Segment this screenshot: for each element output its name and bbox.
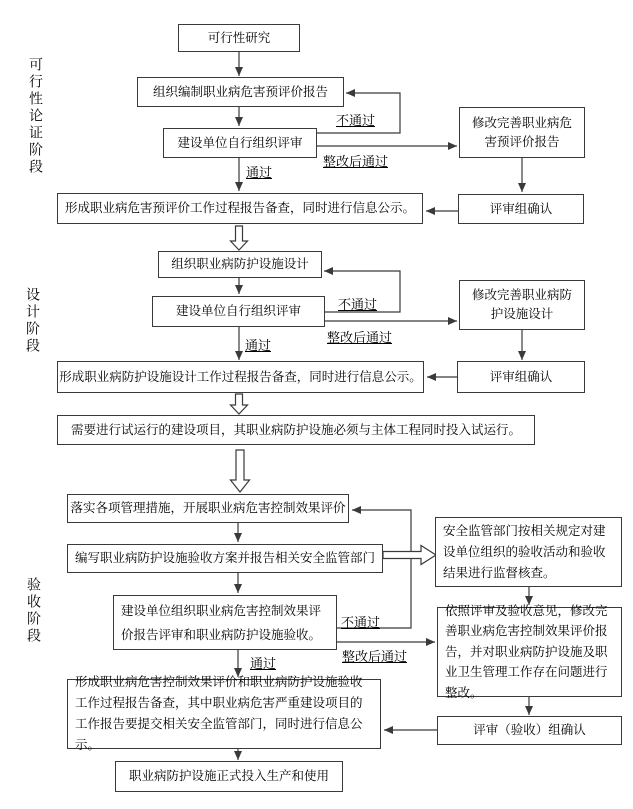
node-organize-acceptance: 建设单位组织职业病危害控制效果评价报告评审和职业病防护设施验收。 — [113, 595, 337, 650]
node-acceptance-group-confirm: 评审（验收）组确认 — [437, 716, 622, 745]
stage-label-acceptance: 验收阶段 — [26, 577, 42, 645]
edge-label-pass-3: 通过 — [250, 656, 277, 671]
node-self-review-1: 建设单位自行组织评审 — [163, 128, 317, 158]
stage-label-design: 设计阶段 — [25, 287, 41, 355]
node-feasibility-study: 可行性研究 — [178, 24, 300, 52]
hollow-arrow-stage1-to-stage2 — [231, 226, 248, 250]
edge-label-fail-2: 不通过 — [338, 297, 378, 312]
node-prepare-pre-eval-report: 组织编制职业病危害预评价报告 — [137, 77, 344, 107]
node-revise-design: 修改完善职业病防护设施设计 — [459, 280, 585, 330]
edge-label-pass-after-fix-3: 整改后通过 — [342, 649, 408, 664]
hollow-arrow-record2-to-trialrun — [231, 394, 248, 414]
edge-label-pass-2: 通过 — [245, 338, 272, 353]
hollow-arrow-plan-to-supervision — [383, 546, 436, 565]
node-record-acceptance: 形成职业病危害控制效果评价和职业病防护设施验收工作过程报告备查，其中职业病危害严重建设项目的工作报告要提交相关安全监管部门，同时进行信息公示。 — [67, 679, 381, 749]
node-record-design: 形成职业病防护设施设计工作过程报告备查，同时进行信息公示。 — [57, 361, 424, 393]
node-supervision-check: 安全监管部门按相关规定对建设单位组织的验收活动和验收结果进行监督核查。 — [435, 517, 622, 587]
hollow-arrow-stage2-to-stage3 — [231, 450, 250, 492]
node-formal-operation: 职业病防护设施正式投入生产和使用 — [115, 761, 343, 792]
node-review-group-confirm-1: 评审组确认 — [458, 194, 584, 224]
node-organize-design: 组织职业病防护设施设计 — [158, 251, 322, 278]
edge-label-pass-1: 通过 — [246, 165, 273, 180]
edge-label-pass-after-fix-2: 整改后通过 — [327, 330, 393, 345]
stage-label-feasibility: 可行性论证阶段 — [28, 57, 44, 176]
edge-label-fail-1: 不通过 — [336, 113, 376, 128]
edge-label-pass-after-fix-1: 整改后通过 — [323, 154, 389, 169]
node-self-review-2: 建设单位自行组织评审 — [152, 296, 325, 327]
node-review-group-confirm-2: 评审组确认 — [457, 361, 585, 393]
node-revise-pre-eval-report: 修改完善职业病危害预评价报告 — [459, 107, 585, 158]
edge-label-fail-3: 不通过 — [341, 615, 381, 630]
node-trial-run: 需要进行试运行的建设项目，其职业病防护设施必须与主体工程同时投入试运行。 — [57, 415, 535, 445]
node-prepare-acceptance-plan: 编写职业病防护设施验收方案并报告相关安全监管部门 — [67, 544, 383, 573]
node-record-pre-eval: 形成职业病危害预评价工作过程报告备查，同时进行信息公示。 — [57, 193, 423, 224]
node-implement-measures: 落实各项管理措施，开展职业病危害控制效果评价 — [67, 494, 349, 523]
node-revise-control-report: 依照评审及验收意见，修改完善职业病危害控制效果评价报告，并对职业病防护设施及职业卫生管理工作存在问题进行整改。 — [437, 607, 622, 697]
